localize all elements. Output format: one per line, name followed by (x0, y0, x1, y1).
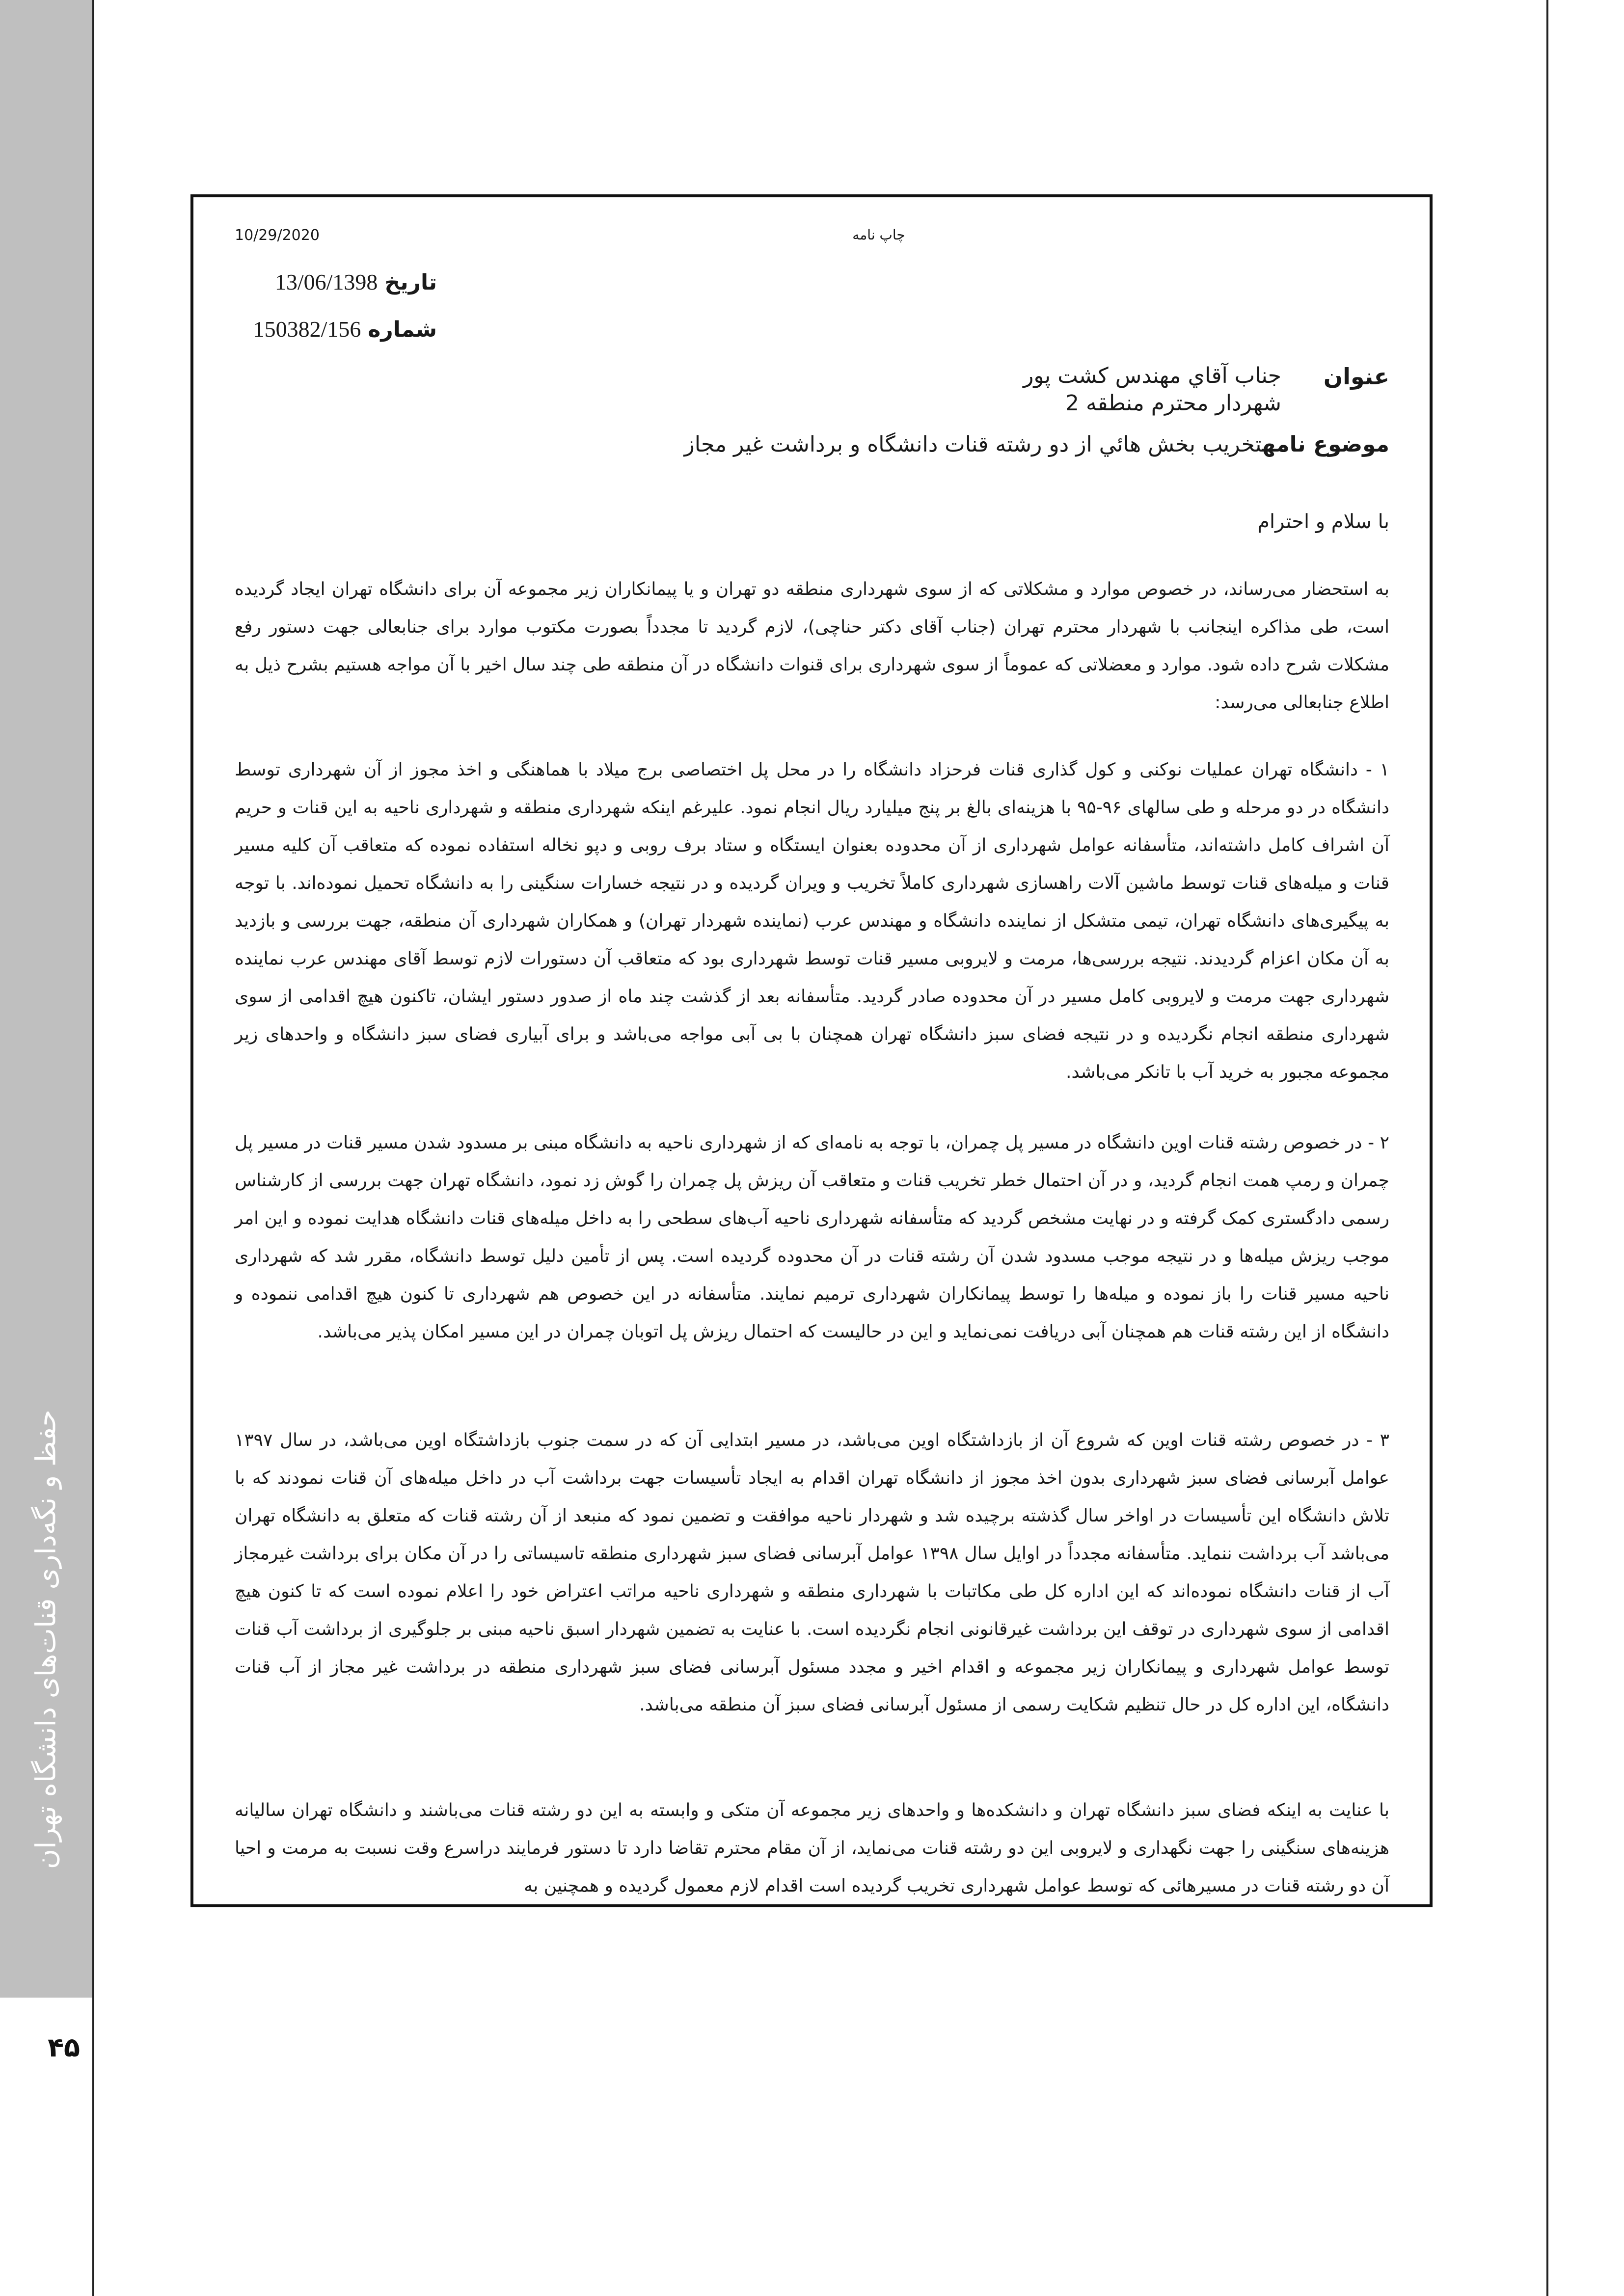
body-paragraph: به استحضار می‌رساند، در خصوص موارد و مشکلاتی که از سوی شهرداری منطقه دو تهران و یا پیمانکاران زیر مجموعه آن برای دانشگاه تهران ایجاد گردیده است، طی مذاکره اینجانب با شهردار محترم تهران (جناب آقای دکتر حناچی)، لازم گردید تا مجدداً بصورت مکتوب موارد برای جنابعالی جهت دستور رفع مشکلات شرح داده شود. موارد و معضلاتی که عموماً از سوی شهرداری برای قنوات دانشگاه در آن منطقه طی چند سال اخیر با آن مواجه هستیم بشرح ذیل به اطلاع جنابعالی می‌رسد: (235, 579, 1389, 713)
right-rule (1546, 0, 1548, 2296)
page-number: ۴۵ (48, 2032, 80, 2063)
body-paragraph: ۳ - در خصوص رشته قنات اوین که شروع آن از بازداشتگاه اوین می‌باشد، در مسیر ابتدایی آن که در سمت جنوب بازداشتگاه اوین می‌باشد، در سال ۱۳۹۷ عوامل آبرسانی فضای سبز شهرداری بدون اخذ مجوز از دانشگاه تهران اقدام به ایجاد تأسیسات جهت برداشت آب در داخل میله‌های آن قنات نمودند که با تلاش دانشگاه این تأسیسات در اواخر سال گذشته برچیده شد و شهردار ناحیه موافقت و تضمین نمود که منبعد از آن رشته قنات که متعلق به دانشگاه تهران می‌باشد آب برداشت ننماید. متأسفانه مجدداً در اوایل سال ۱۳۹۸ عوامل آبرسانی فضای سبز شهرداری منطقه تاسیساتی را در آن مکان برای برداشت غیرمجاز آب از قنات دانشگاه نموده‌اند که این اداره کل طی مکاتبات با شهرداری منطقه و شهرداری ناحیه مراتب اعتراض خود را اعلام نموده است که تا کنون هیچ اقدامی از سوی شهرداری در توقف این برداشت غیرقانونی انجام نگردیده است. با عنایت به تضمین شهردار اسبق ناحیه مبنی بر جلوگیری از برداشت آب قنات توسط عوامل شهرداری و پیمانکاران زیر مجموعه و اقدام اخیر و مجدد مسئول آبرسانی فضای سبز شهرداری منطقه در برداشت غیر مجاز از آب قنات دانشگاه، این اداره کل در حال تنظیم شکایت رسمی از مسئول آبرسانی فضای سبز آن منطقه می‌باشد. (235, 1430, 1390, 1715)
number-label: شماره (368, 317, 437, 342)
print-label: چاپ نامه (852, 227, 905, 243)
address-line-2: شهردار محترم منطقه 2 (1065, 391, 1281, 416)
date-value: 13/06/1398 (274, 269, 378, 294)
subject-line (609, 432, 1389, 457)
subject-text: تخریب بخش هائي از دو رشته قنات دانشگاه و برداشت غیر مجاز (684, 432, 1262, 457)
greeting: با سلام و احترام (1257, 510, 1389, 533)
subject-label: موضوع نامه (1262, 432, 1389, 457)
date-label: تاریخ (384, 270, 437, 295)
side-band (0, 0, 92, 1998)
body-paragraph: ۱ - دانشگاه تهران عملیات نوکنی و کول گذاری قنات فرحزاد دانشگاه را در محل پل اختصاصی برج میلاد با هماهنگی و اخذ مجوز از آن شهرداری توسط دانشگاه در دو مرحله و طی سالهای ۹۶-۹۵ با هزینه‌ای بالغ بر پنج میلیارد ریال انجام نمود. علیرغم اینکه شهرداری منطقه و شهرداری ناحیه به این قنات و حریم آن اشراف کامل داشته‌اند، متأسفانه عوامل شهرداری از آن محدوده بعنوان ایستگاه و ستاد برف روبی و دپو نخاله استفاده نموده که متعاقب آن کلیه مسیر قنات و میله‌های قنات توسط ماشین آلات راهسازی شهرداری کاملاً تخریب و ویران گردیده و در نتیجه خسارات سنگینی را به دانشگاه تحمیل نموده‌اند. با توجه به پیگیری‌های دانشگاه تهران، تیمی متشکل از نماینده دانشگاه و مهندس عرب (نماینده شهردار تهران) و همکاران شهرداری آن منطقه، جهت بررسی و بازدید به آن مکان اعزام گردیدند. نتیجه بررسی‌ها، مرمت و لایروبی مسیر قنات توسط شهرداری بود که متعاقب آن دستورات لازم توسط آقای مهندس عرب نماینده شهرداری جهت مرمت و لایروبی کامل مسیر در آن محدوده صادر گردید. متأسفانه بعد از گذشت چند ماه از صدور دستور ایشان، تاکنون هیچ اقدامی از سوی شهرداری منطقه انجام نگردیده و در نتیجه فضای سبز دانشگاه تهران همچنان با بی آبی مواجه می‌باشد و برای آبیاری فضای سبز دانشگاه و واحدهای زیر مجموعه مجبور به خرید آب با تانکر می‌باشد. (235, 760, 1389, 1082)
body-paragraph: با عنایت به اینکه فضای سبز دانشگاه تهران و دانشکده‌ها و واحدهای زیر مجموعه آن متکی و وابسته به این دو رشته قنات می‌باشند و دانشگاه تهران سالیانه هزینه‌های سنگینی را جهت نگهداری و لایروبی این دو رشته قنات می‌نماید، از آن مقام محترم تقاضا دارد تا دستور فرمایند دراسرع وقت نسبت به مرمت و احیا آن دو رشته قنات در مسیرهائی که توسط عوامل شهرداری تخریب گردیده است اقدام لازم معمول گردیده و همچنین به (235, 1800, 1389, 1896)
side-title: حفظ و نگه‌داری قنات‌های دانشگاه تهران (30, 1409, 62, 1869)
body-paragraph: ۲ - در خصوص رشته قنات اوین دانشگاه در مسیر پل چمران، با توجه به نامه‌ای که از شهرداری ناحیه به دانشگاه مبنی بر مسدود شدن مسیر قنات در مسیر پل چمران و رمپ همت انجام گردید، و در آن احتمال خطر تخریب قنات و متعاقب آن ریزش پل چمران را گوش زد نمود، دانشگاه تهران جهت بررسی از کارشناس رسمی دادگستری کمک گرفته و در نهایت مشخص گردید که متأسفانه شهرداری ناحیه آب‌های سطحی را به داخل میله‌های قنات دانشگاه هدایت نموده و این امر موجب ریزش میله‌ها و در نتیجه موجب مسدود شدن آن رشته قنات در آن محدوده گردیده است. پس از تأمین دلیل توسط دانشگاه، مقرر شد که شهرداری ناحیه مسیر قنات را باز نموده و میله‌ها را توسط پیمانکاران شهرداری ترمیم نمایند. متأسفانه در این خصوص هم شهرداری تا کنون هیچ اقدامی ننموده و دانشگاه از این رشته قنات هم همچنان آبی دریافت نمی‌نماید و این در حالیست که احتمال ریزش پل اتوبان چمران در این مسیر امکان پذیر می‌باشد. (235, 1133, 1389, 1342)
address-label: عنوان (1323, 363, 1389, 390)
date-row (241, 269, 437, 295)
print-date: 10/29/2020 (235, 227, 320, 244)
address-line-1: جناب آقاي مهندس کشت پور (1023, 363, 1281, 388)
left-rule (92, 0, 94, 2296)
number-value: 150382/156 (253, 317, 361, 342)
number-row (241, 316, 437, 342)
